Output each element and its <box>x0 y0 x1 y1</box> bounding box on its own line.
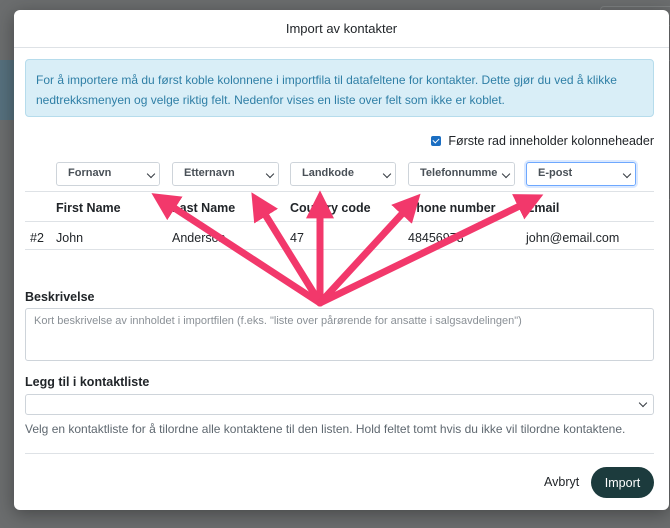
mapping-select-4[interactable] <box>408 162 515 186</box>
table-header-first-name: First Name <box>56 201 121 215</box>
mapping-select-4-value: Telefonnumme <box>420 167 498 179</box>
table-header-email: Email <box>526 201 560 215</box>
contactlist-label: Legg til i kontaktliste <box>25 375 150 389</box>
import-contacts-modal <box>14 10 669 510</box>
column-mapping-row <box>56 162 656 188</box>
table-header-phone-number: Phone number <box>408 201 496 215</box>
modal-header <box>14 10 669 48</box>
chevron-down-icon <box>266 170 274 178</box>
first-row-header-checkbox[interactable] <box>431 136 441 146</box>
chevron-down-icon <box>383 170 391 178</box>
mapping-select-3-value: Landkode <box>302 167 354 179</box>
table-row-index: #2 <box>30 231 44 245</box>
chevron-down-icon <box>147 170 155 178</box>
first-row-header-checkbox-row[interactable] <box>431 134 654 148</box>
mapping-select-1[interactable] <box>56 162 160 186</box>
modal-title: Import av kontakter <box>285 21 398 36</box>
description-label: Beskrivelse <box>25 290 95 304</box>
contactlist-help-text: Velg en kontaktliste for å tilordne alle kontaktene til den listen. Hold feltet tomt hvis du ikke vil tilordne kontaktene. <box>25 422 626 436</box>
table-top-border <box>25 191 654 192</box>
table-cell-phone-number: 48456978 <box>408 231 464 245</box>
chevron-down-icon <box>502 170 510 178</box>
modal-footer-divider <box>25 453 654 454</box>
table-bottom-border <box>25 249 654 250</box>
table-header-last-name: Last Name <box>172 201 236 215</box>
cancel-button[interactable]: Avbryt <box>544 475 580 489</box>
table-cell-last-name: Anderson <box>172 231 226 245</box>
table-header-border <box>25 221 654 222</box>
mapping-select-2[interactable] <box>172 162 279 186</box>
import-button[interactable]: Import <box>591 467 654 498</box>
description-textarea[interactable]: Kort beskrivelse av innholdet i importfilen (f.eks. "liste over pårørende for ansatte i salgsavdelingen") <box>25 308 654 361</box>
mapping-select-1-value: Fornavn <box>68 167 112 179</box>
mapping-select-5-value: E-post <box>538 167 573 179</box>
table-cell-country-code: 47 <box>290 231 304 245</box>
chevron-down-icon <box>623 170 631 178</box>
info-alert: For å importere må du først koble kolonnene i importfila til datafeltene for kontakter. Dette gjør du ved å klikke nedtrekksmenyen og velge riktig felt. Nedenfor vises en liste over felt som ikke er koblet. <box>25 59 654 117</box>
mapping-select-3[interactable] <box>290 162 396 186</box>
mapping-select-5[interactable] <box>526 162 636 186</box>
table-header-country-code: Country code <box>290 201 371 215</box>
table-cell-first-name: John <box>56 231 84 245</box>
chevron-down-icon <box>639 399 647 407</box>
background-sidebar-strip <box>0 60 14 120</box>
contactlist-select[interactable] <box>25 394 654 415</box>
table-cell-email: john@email.com <box>526 231 620 245</box>
first-row-header-label: Første rad inneholder kolonneheader <box>448 134 654 148</box>
mapping-select-2-value: Etternavn <box>184 167 235 179</box>
